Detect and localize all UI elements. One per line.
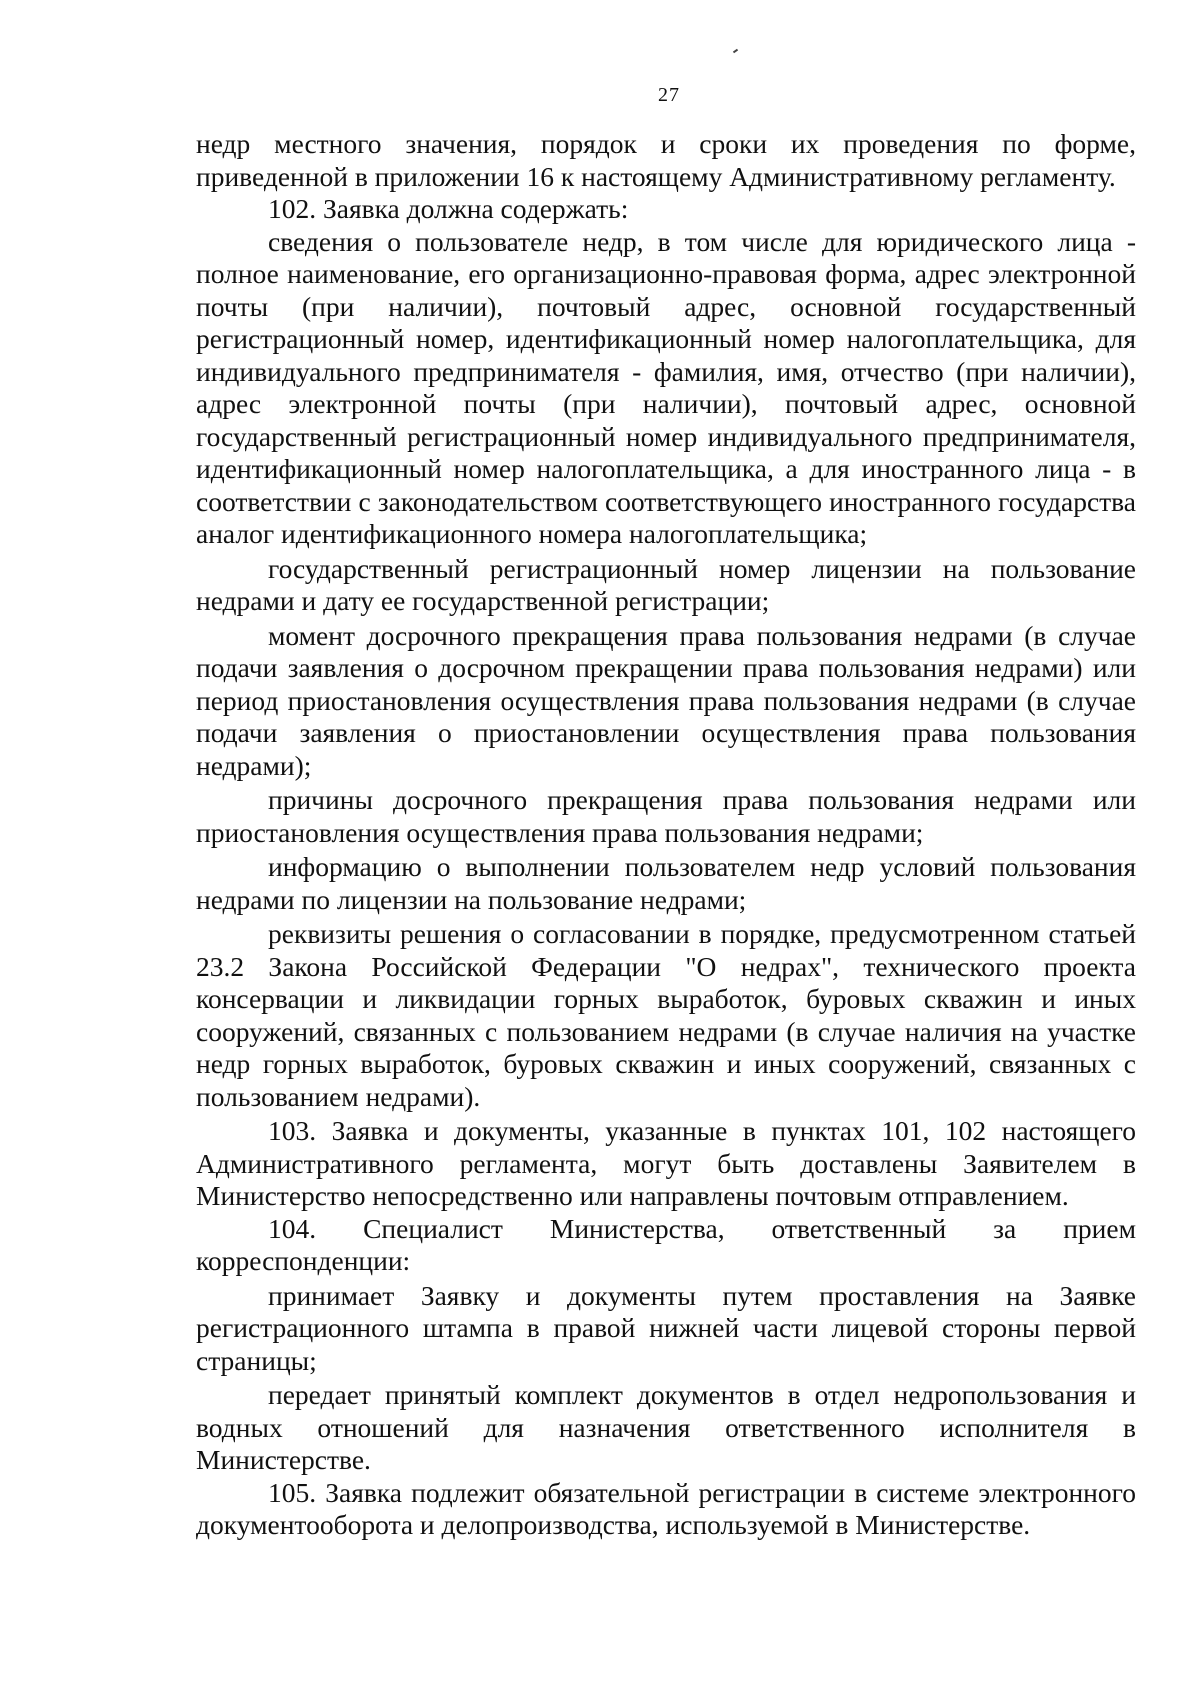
scan-mark xyxy=(733,49,738,54)
paragraph-license-number: государственный регистрационный номер лицензии на пользование недрами и дату ее государственной регистрации; xyxy=(196,552,1136,616)
paragraph-license-conditions: информацию о выполнении пользователем недр условий пользования недрами по лицензии на пользование недрами; xyxy=(196,851,1136,915)
paragraph-104: 104. Специалист Министерства, ответственный за прием корреспонденции: xyxy=(196,1212,1136,1276)
paragraph-transfers-documents: передает принятый комплект документов в отдел недропользования и водных отношений для назначения ответственного исполнителя в Министерстве. xyxy=(196,1379,1136,1475)
paragraph-103: 103. Заявка и документы, указанные в пунктах 101, 102 настоящего Административного регламента, могут быть доставлены Заявителем в Министерство непосредственно или направлены почтовым отправлением. xyxy=(196,1115,1136,1211)
paragraph-decision-details: реквизиты решения о согласовании в порядке, предусмотренном статьей 23.2 Закона Российской Федерации "О недрах", технического проекта консервации и ликвидации горных выработок, буровых скважин и иных сооружений, связанных с пользованием недрами (в случае наличия на участке недр горных выработок, буровых скважин и иных сооружений, связанных с пользованием недрами). xyxy=(196,918,1136,1112)
paragraph-user-info: сведения о пользователе недр, в том числе для юридического лица - полное наименование, его организационно-правовая форма, адрес электронной почты (при наличии), почтовый адрес, основной государственный регистрационный номер, идентификационный номер налогоплательщика, для индивидуального предпринимателя - фамилия, имя, отчество (при наличии), адрес электронной почты (при наличии), почтовый адрес, основной государственный регистрационный номер индивидуального предпринимателя, идентификационный номер налогоплательщика, а для иностранного лица - в соответствии с законодательством соответствующего иностранного государства аналог идентификационного номера налогоплательщика; xyxy=(196,225,1136,549)
paragraph-105: 105. Заявка подлежит обязательной регистрации в системе электронного документооборота и делопроизводства, используемой в Министерстве. xyxy=(196,1476,1136,1540)
document-body xyxy=(196,128,1136,1542)
paragraph-accepts-application: принимает Заявку и документы путем проставления на Заявке регистрационного штампа в правой нижней части лицевой стороны первой страницы; xyxy=(196,1279,1136,1376)
paragraph-continuation: недр местного значения, порядок и сроки их проведения по форме, приведенной в приложении 16 к настоящему Административному регламенту. xyxy=(196,128,1136,192)
page-number: 27 xyxy=(658,84,680,106)
paragraph-102: 102. Заявка должна содержать: xyxy=(268,193,629,224)
paragraph-termination-moment: момент досрочного прекращения права пользования недрами (в случае подачи заявления о досрочном прекращении права пользования недрами) или период приостановления осуществления права пользования недрами (в случае подачи заявления о приостановлении осуществления права пользования недрами); xyxy=(196,619,1136,781)
paragraph-termination-reasons: причины досрочного прекращения права пользования недрами или приостановления осуществления права пользования недрами; xyxy=(196,784,1136,848)
